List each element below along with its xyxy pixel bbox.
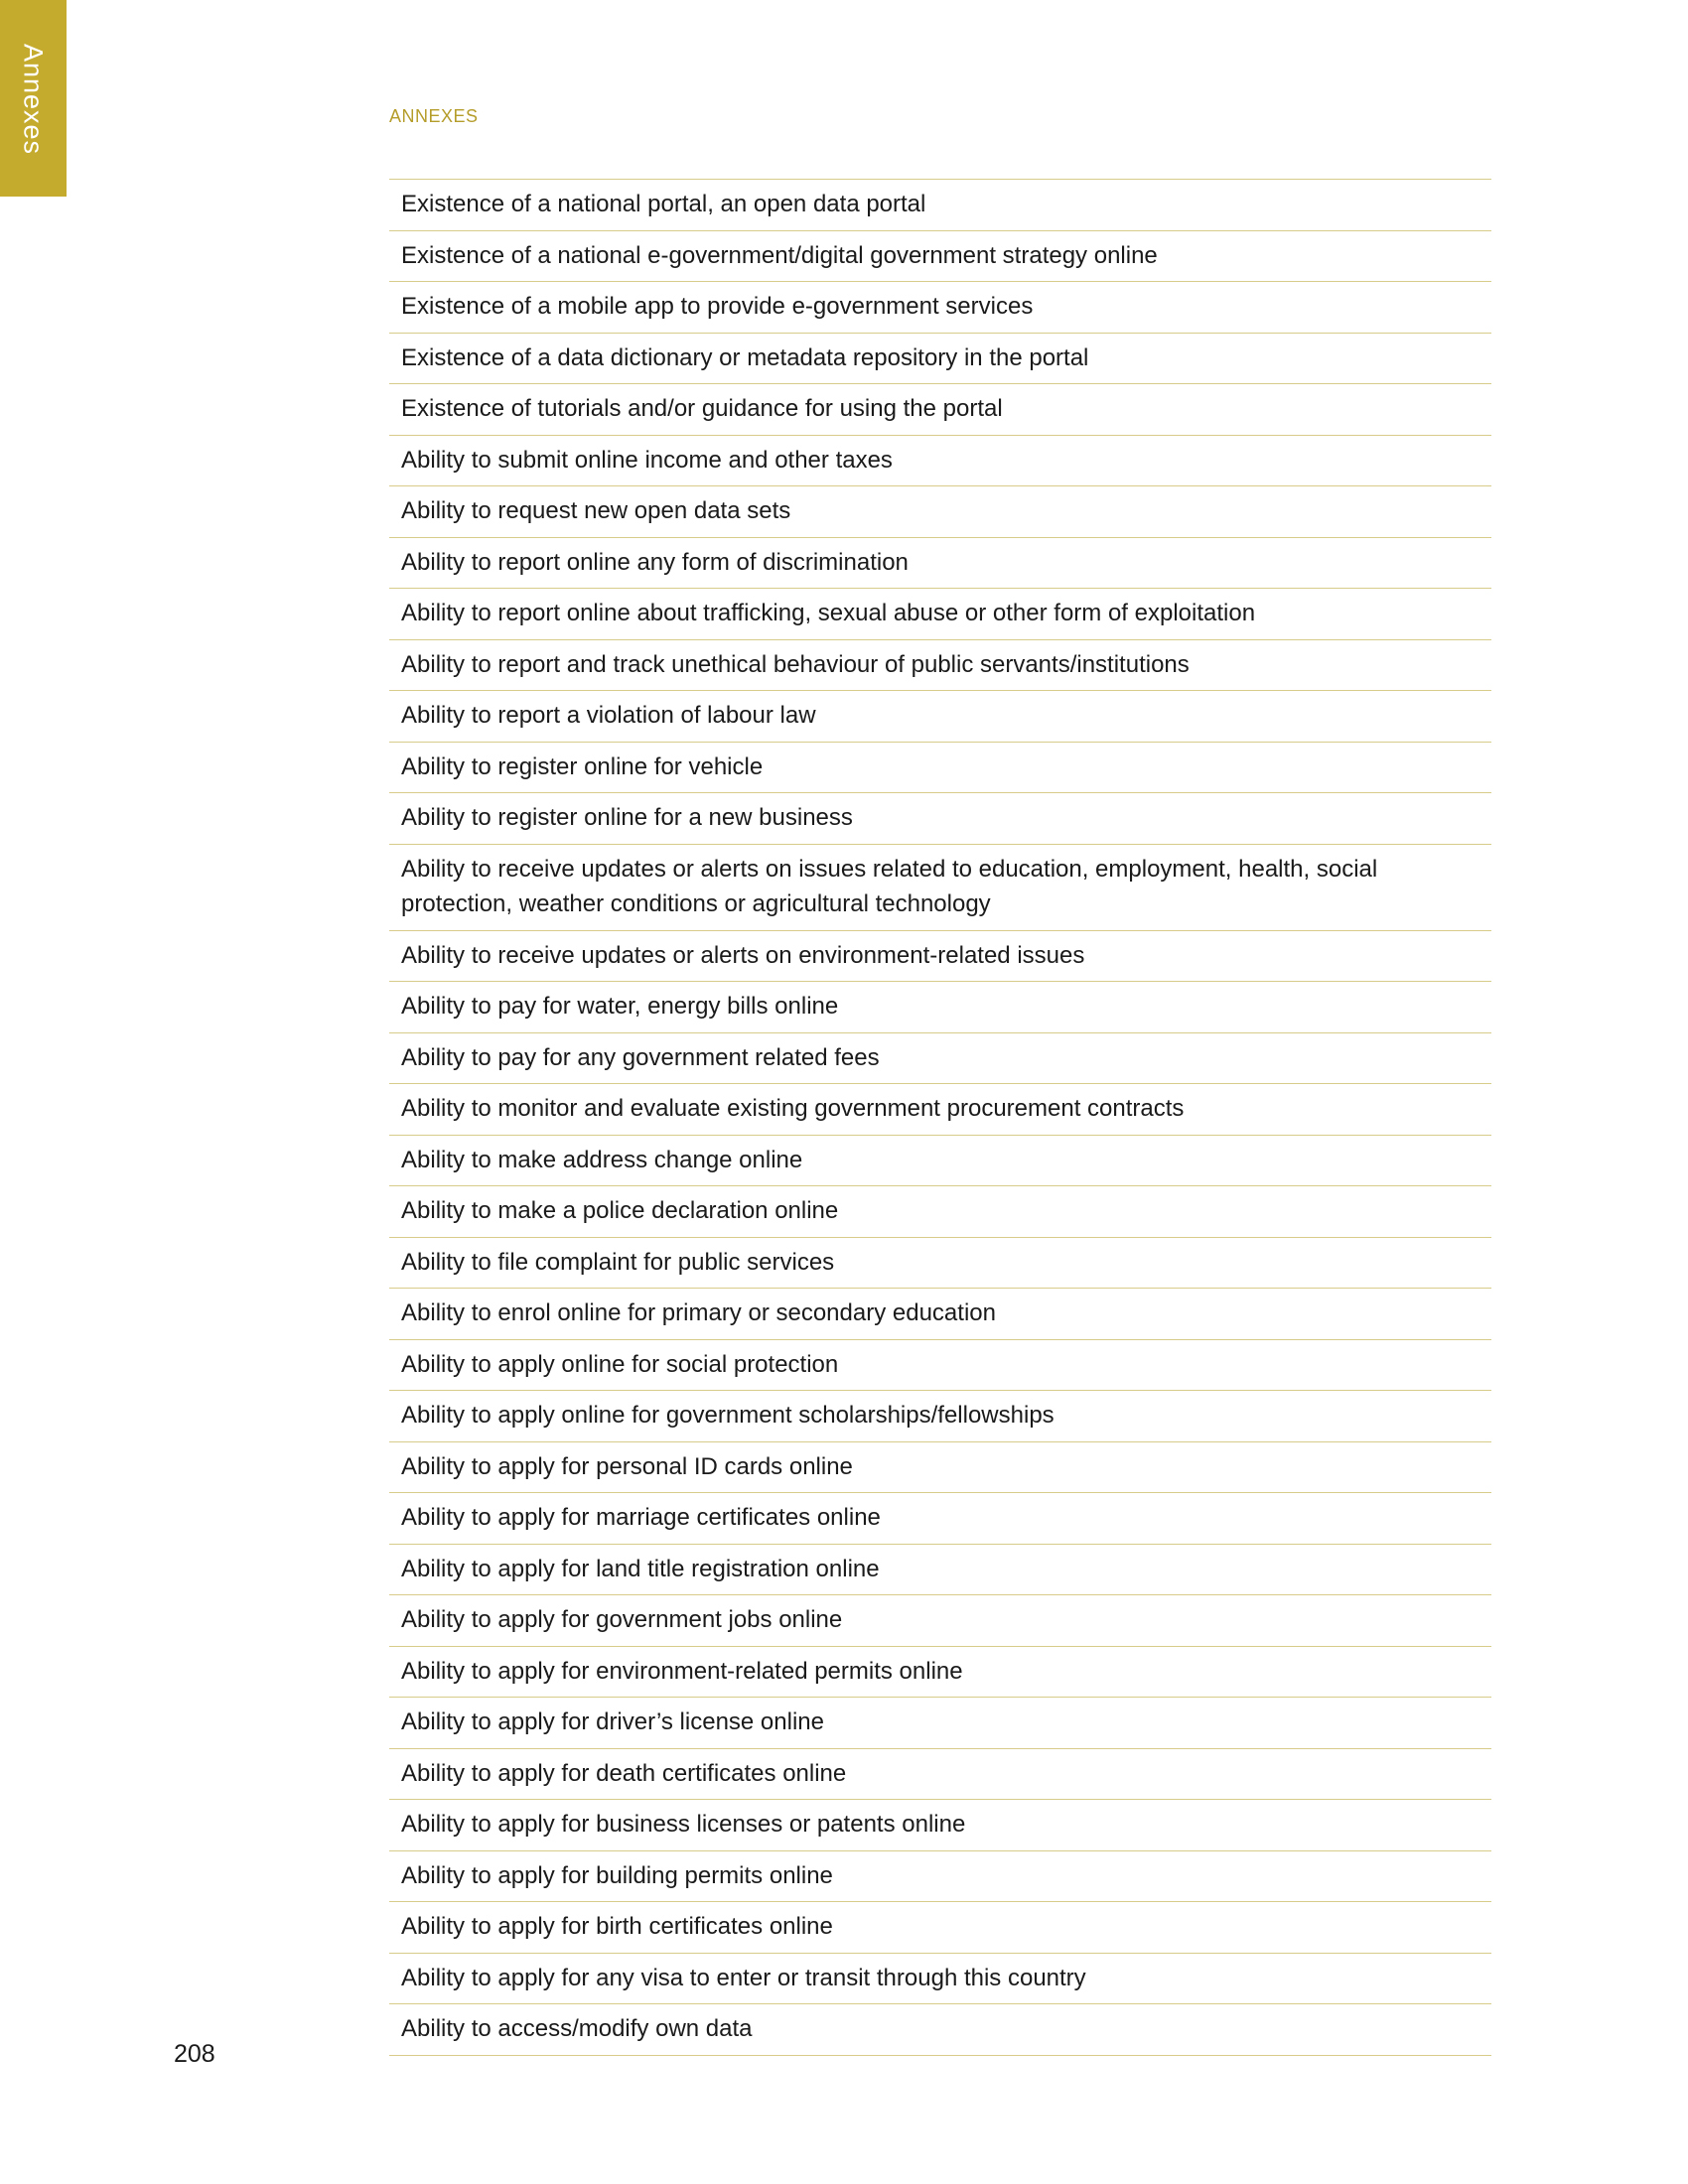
list-item: Ability to receive updates or alerts on issues related to education, employment, health, social protection, weather conditions or agricultural technology [389, 845, 1491, 931]
list-item: Ability to make a police declaration online [389, 1186, 1491, 1238]
list-item: Ability to report a violation of labour law [389, 691, 1491, 743]
list-item: Ability to apply for death certificates online [389, 1749, 1491, 1801]
list-item: Ability to enrol online for primary or secondary education [389, 1289, 1491, 1340]
list-item: Ability to access/modify own data [389, 2004, 1491, 2056]
list-item: Ability to file complaint for public services [389, 1238, 1491, 1290]
list-item: Ability to apply for business licenses or patents online [389, 1800, 1491, 1851]
side-tab [0, 0, 67, 197]
list-item: Ability to apply online for social protection [389, 1340, 1491, 1392]
list-item: Existence of a mobile app to provide e-government services [389, 282, 1491, 334]
list-item: Existence of tutorials and/or guidance for using the portal [389, 384, 1491, 436]
section-header: ANNEXES [389, 106, 479, 126]
side-tab-label: Annexes [18, 43, 49, 156]
list-item: Ability to submit online income and other taxes [389, 436, 1491, 487]
list-item: Ability to receive updates or alerts on environment-related issues [389, 931, 1491, 983]
list-item: Ability to apply for birth certificates online [389, 1902, 1491, 1954]
list-item: Ability to apply for environment-related permits online [389, 1647, 1491, 1699]
list-item: Ability to apply online for government scholarships/fellowships [389, 1391, 1491, 1442]
list-item: Ability to pay for water, energy bills online [389, 982, 1491, 1033]
list-item: Existence of a national portal, an open data portal [389, 180, 1491, 231]
list-item: Ability to register online for vehicle [389, 743, 1491, 794]
list-item: Ability to pay for any government related fees [389, 1033, 1491, 1085]
list-item: Ability to apply for any visa to enter or transit through this country [389, 1954, 1491, 2005]
list-item: Ability to register online for a new business [389, 793, 1491, 845]
list-item: Ability to apply for land title registration online [389, 1545, 1491, 1596]
list-item: Ability to report online about trafficking, sexual abuse or other form of exploitation [389, 589, 1491, 640]
list-item: Ability to apply for driver’s license online [389, 1698, 1491, 1749]
list-item: Ability to report and track unethical behaviour of public servants/institutions [389, 640, 1491, 692]
list-item: Existence of a data dictionary or metadata repository in the portal [389, 334, 1491, 385]
list-item: Ability to report online any form of discrimination [389, 538, 1491, 590]
list-item: Existence of a national e-government/digital government strategy online [389, 231, 1491, 283]
list-item: Ability to apply for marriage certificates online [389, 1493, 1491, 1545]
list-item: Ability to apply for personal ID cards online [389, 1442, 1491, 1494]
list-item: Ability to apply for building permits online [389, 1851, 1491, 1903]
list-item: Ability to monitor and evaluate existing government procurement contracts [389, 1084, 1491, 1136]
item-list [389, 179, 1491, 2056]
page-number: 208 [174, 2040, 215, 2068]
list-item: Ability to apply for government jobs online [389, 1595, 1491, 1647]
list-item: Ability to make address change online [389, 1136, 1491, 1187]
list-item: Ability to request new open data sets [389, 486, 1491, 538]
